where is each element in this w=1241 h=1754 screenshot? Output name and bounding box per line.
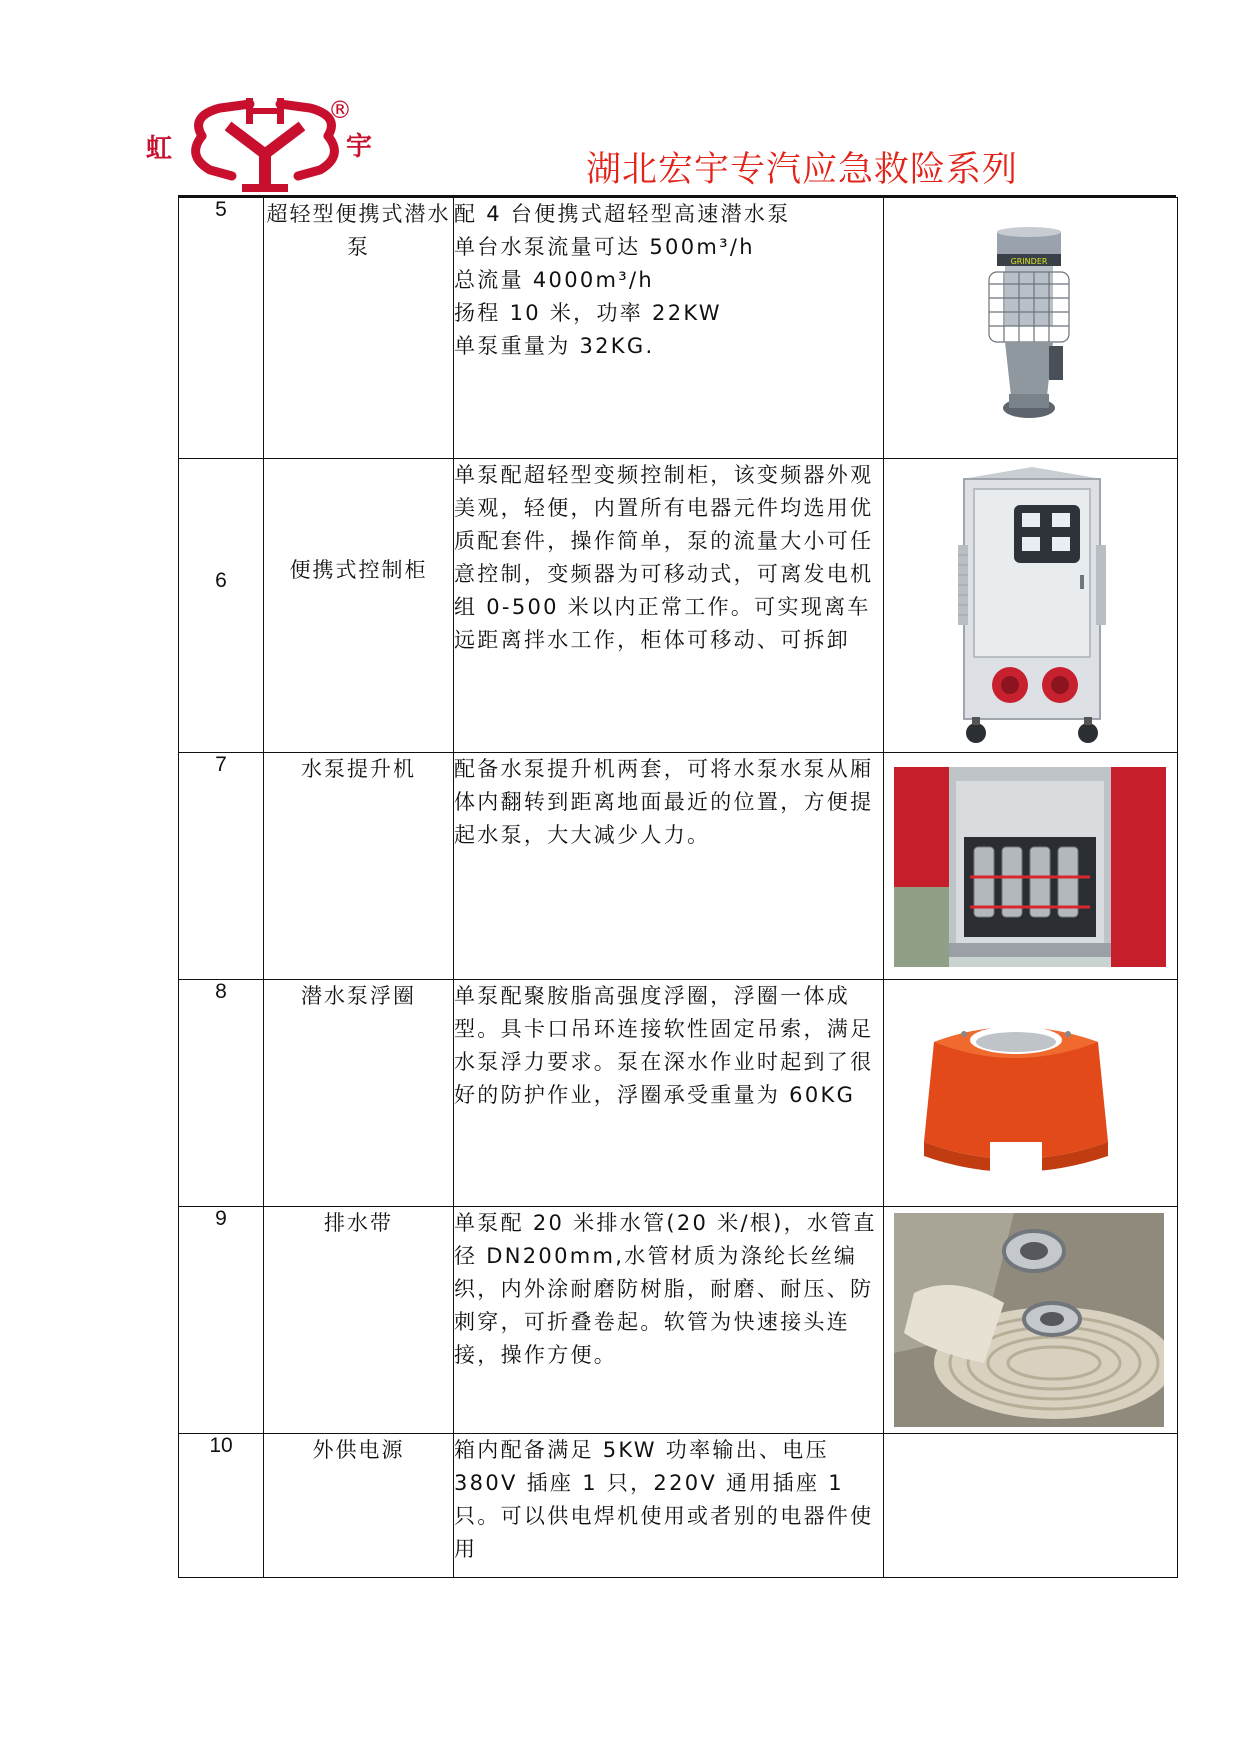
- item-image-cell: [884, 198, 1178, 459]
- item-description: 单泵配聚胺脂高强度浮圈，浮圈一体成型。具卡口吊环连接软性固定吊索，满足水泵浮力要求。泵在深水作业时起到了很好的防护作业，浮圈承受重量为 60KG: [454, 980, 884, 1207]
- item-image-cell: [884, 1207, 1178, 1434]
- item-description: 单泵配 20 米排水管(20 米/根)，水管直径 DN200mm,水管材质为涤纶长丝编织，内外涂耐磨防树脂，耐磨、耐压、防刺穿，可折叠卷起。软管为快速接头连接，操作方便。: [454, 1207, 884, 1434]
- item-description: 单泵配超轻型变频控制柜，该变频器外观美观，轻便，内置所有电器元件均选用优质配套件，操作简单，泵的流量大小可任意控制，变频器为可移动式，可离发电机组 0-500 米以内正常工作。可实现离车远距离拌水工作，柜体可移动、可拆卸: [454, 459, 884, 753]
- table-row: [179, 198, 1178, 459]
- table-row: [179, 980, 1178, 1207]
- item-description: 配 4 台便携式超轻型高速潜水泵 单台水泵流量可达 500m³/h 总流量 4000m³/h 扬程 10 米，功率 22KW 单泵重量为 32KG.: [454, 198, 884, 459]
- spec-table: [178, 197, 1178, 1578]
- row-number: 5: [179, 198, 264, 459]
- item-name: 排水带: [264, 1207, 454, 1434]
- row-number: 10: [179, 1434, 264, 1578]
- item-name: 便携式控制柜: [264, 459, 454, 753]
- pump-lifter-photo: [894, 767, 1166, 967]
- row-number: 9: [179, 1207, 264, 1434]
- row-number: 6: [179, 459, 264, 753]
- item-image-cell: [884, 459, 1178, 753]
- drain-hose-photo: [894, 1213, 1164, 1427]
- logo-left-char: 虹: [146, 134, 173, 164]
- control-cabinet-photo: [952, 465, 1112, 747]
- logo-right-char: 宇: [346, 132, 373, 162]
- page-header: [0, 0, 1241, 200]
- submersible-pump-photo: [979, 226, 1079, 426]
- float-ring-photo: [894, 992, 1138, 1188]
- item-image-cell: [884, 1434, 1178, 1578]
- item-name: 水泵提升机: [264, 753, 454, 980]
- registered-mark: ®: [328, 96, 352, 124]
- table-row: [179, 1207, 1178, 1434]
- table-row: [179, 753, 1178, 980]
- brand-title: 湖北宏宇专汽应急救险系列: [586, 150, 1019, 190]
- item-description: 箱内配备满足 5KW 功率输出、电压380V 插座 1 只，220V 通用插座 1 只。可以供电焊机使用或者别的电器件使用: [454, 1434, 884, 1578]
- table-row: [179, 1434, 1178, 1578]
- table-row: [179, 459, 1178, 753]
- item-name: 外供电源: [264, 1434, 454, 1578]
- item-description: 配备水泵提升机两套，可将水泵水泵从厢体内翻转到距离地面最近的位置，方便提起水泵，大大减少人力。: [454, 753, 884, 980]
- item-name: 潜水泵浮圈: [264, 980, 454, 1207]
- item-name: 超轻型便携式潜水泵: [264, 198, 454, 459]
- item-image-cell: [884, 980, 1178, 1207]
- row-number: 8: [179, 980, 264, 1207]
- svg-text:GRINDER: GRINDER: [1010, 257, 1048, 266]
- item-image-cell: [884, 753, 1178, 980]
- row-number: 7: [179, 753, 264, 980]
